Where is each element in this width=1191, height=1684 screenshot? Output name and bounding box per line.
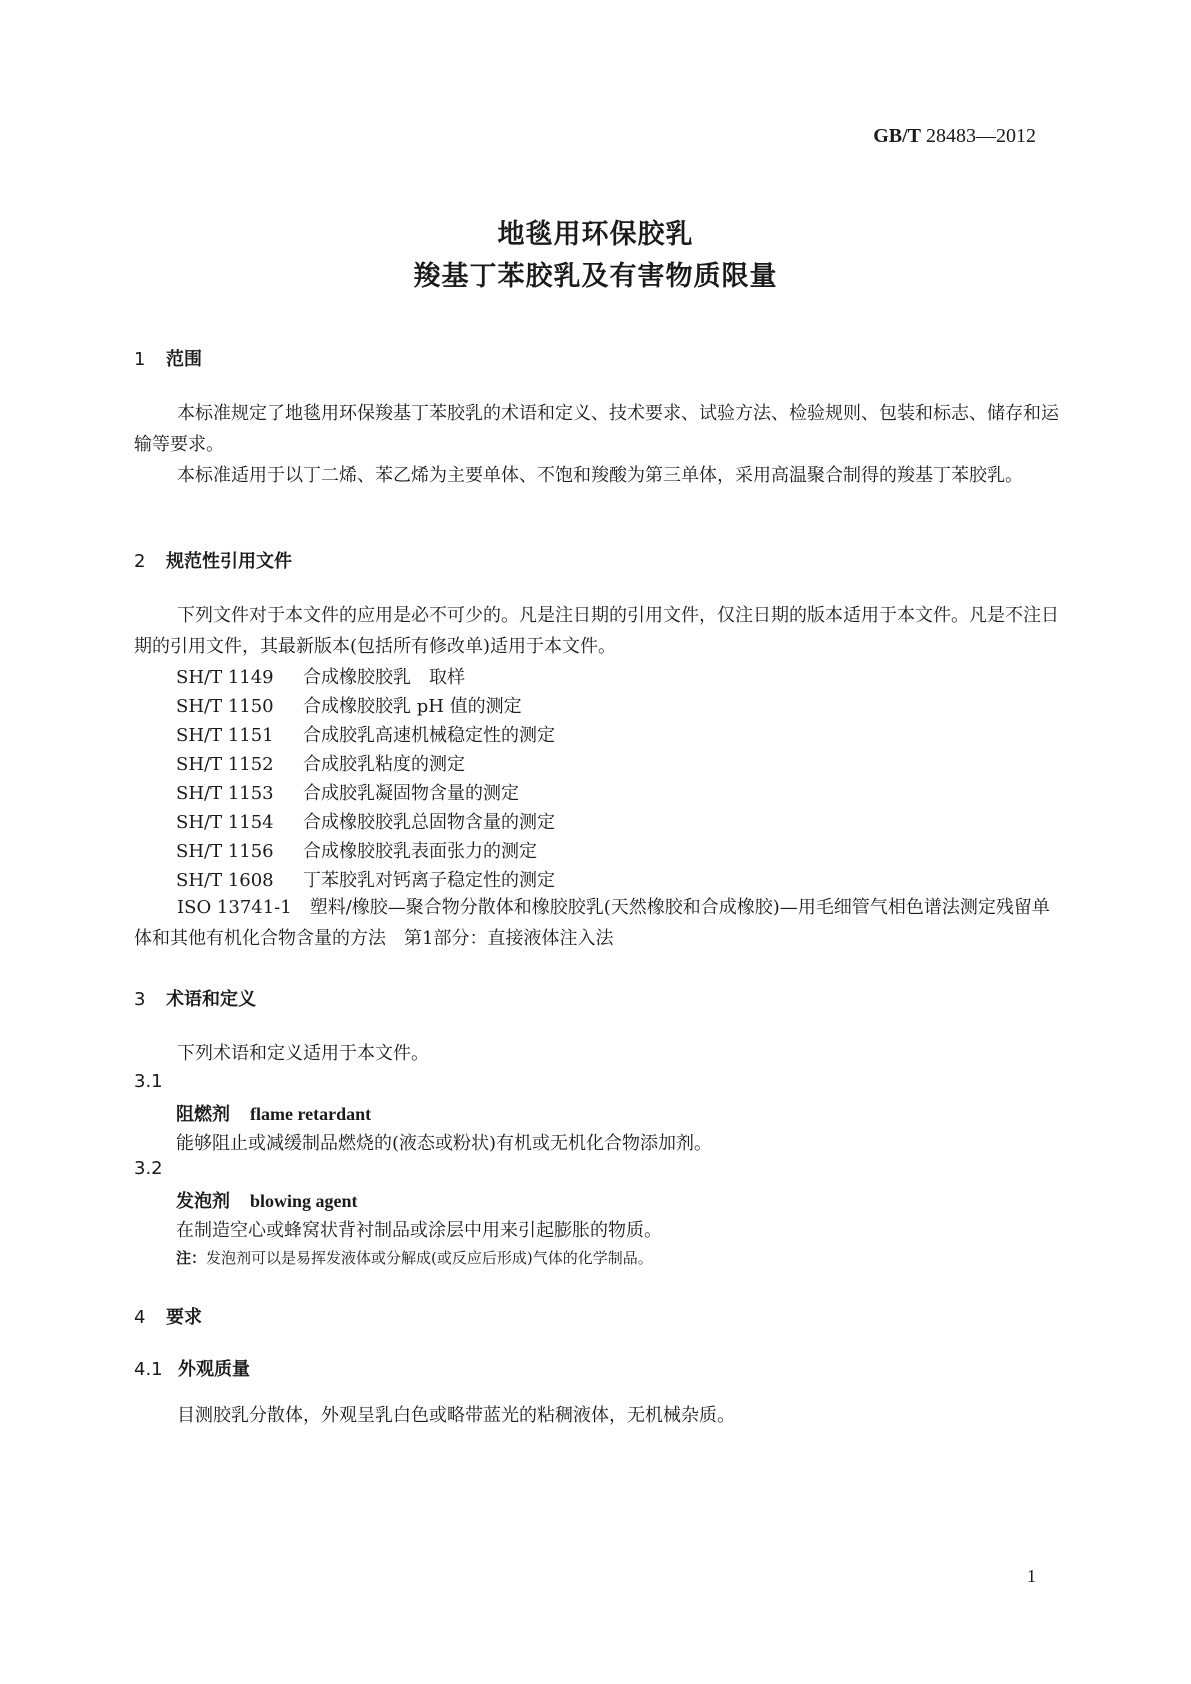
reference-title: 合成胶乳高速机械稳定性的测定 (303, 725, 555, 746)
reference-item (176, 721, 555, 747)
section-4-heading (134, 1303, 202, 1329)
section-title: 要求 (166, 1307, 202, 1328)
paragraph-text: 本标准适用于以丁二烯、苯乙烯为主要单体、不饱和羧酸为第三单体，采用高温聚合制得的羧基丁苯胶乳。 (177, 465, 1023, 486)
section-number: 4 (134, 1307, 146, 1328)
standard-number: 28483—2012 (926, 125, 1036, 147)
reference-item (176, 750, 465, 776)
reference-title: 合成橡胶胶乳总固物含量的测定 (303, 812, 555, 833)
term-definition: 能够阻止或减缓制品燃烧的(液态或粉状)有机或无机化合物添加剂。 (176, 1133, 713, 1154)
paragraph-text: 下列术语和定义适用于本文件。 (177, 1043, 429, 1064)
reference-title: 合成橡胶胶乳 pH 值的测定 (303, 696, 522, 717)
term-heading (176, 1100, 371, 1126)
subsection-title: 外观质量 (178, 1359, 250, 1380)
section-number: 3 (134, 989, 146, 1010)
note-text: 发泡剂可以是易挥发液体或分解成(或反应后形成)气体的化学制品。 (206, 1249, 653, 1267)
term-zh: 阻燃剂 (176, 1104, 230, 1125)
term-zh: 发泡剂 (176, 1191, 230, 1212)
section-2-intro (134, 600, 1059, 662)
note-label: 注： (176, 1249, 207, 1267)
section-title: 规范性引用文件 (166, 551, 292, 572)
term-number: 3.2 (134, 1158, 163, 1179)
reference-code: SH/T 1152 (176, 754, 274, 775)
reference-text: ISO 13741-1 塑料/橡胶—聚合物分散体和橡胶胶乳(天然橡胶和合成橡胶)—用毛细管气相色谱法测定残留单体和其他有机化合物含量的方法 第1部分：直接液体注入法 (134, 897, 1050, 949)
reference-item (176, 837, 537, 863)
paragraph-text: 本标准规定了地毯用环保羧基丁苯胶乳的术语和定义、技术要求、试验方法、检验规则、包装和标志、储存和运输等要求。 (134, 403, 1059, 455)
reference-item (176, 663, 465, 689)
section-number: 1 (134, 349, 146, 370)
section-title: 范围 (166, 349, 202, 370)
section-1-para-1 (134, 398, 1059, 460)
term-number: 3.1 (134, 1071, 163, 1092)
title-line-2: 羧基丁苯胶乳及有害物质限量 (413, 261, 778, 292)
note (176, 1247, 653, 1268)
section-2-heading (134, 547, 292, 573)
reference-title: 合成橡胶胶乳表面张力的测定 (303, 841, 537, 862)
section-1-para-2 (134, 460, 1059, 491)
term-heading (176, 1187, 358, 1213)
section-3-heading (134, 985, 256, 1011)
title-line-1: 地毯用环保胶乳 (497, 219, 694, 250)
term-definition: 在制造空心或蜂窝状背衬制品或涂层中用来引起膨胀的物质。 (176, 1220, 662, 1241)
reference-code: SH/T 1150 (176, 696, 274, 717)
section-title: 术语和定义 (166, 989, 256, 1010)
reference-code: SH/T 1154 (176, 812, 274, 833)
reference-item (176, 779, 519, 805)
reference-code: SH/T 1156 (176, 841, 274, 862)
section-1-heading (134, 345, 202, 371)
term-en: flame retardant (250, 1104, 372, 1124)
paragraph-text: 下列文件对于本文件的应用是必不可少的。凡是注日期的引用文件，仅注日期的版本适用于本文件。凡是不注日期的引用文件，其最新版本(包括所有修改单)适用于本文件。 (134, 605, 1059, 657)
term-en: blowing agent (250, 1191, 358, 1211)
reference-title: 丁苯胶乳对钙离子稳定性的测定 (303, 870, 555, 891)
section-number: 2 (134, 551, 146, 572)
reference-code: SH/T 1151 (176, 725, 274, 746)
reference-code: SH/T 1153 (176, 783, 274, 804)
reference-item-iso (134, 892, 1059, 954)
reference-title: 合成胶乳凝固物含量的测定 (303, 783, 519, 804)
subsection-4-1-heading (134, 1355, 250, 1381)
reference-item (176, 808, 555, 834)
reference-item (176, 692, 522, 718)
subsection-number: 4.1 (134, 1359, 163, 1380)
page-number: 1 (1027, 1566, 1036, 1586)
reference-title: 合成橡胶胶乳 取样 (303, 667, 465, 688)
reference-title: 合成胶乳粘度的测定 (303, 754, 465, 775)
paragraph-text: 目测胶乳分散体，外观呈乳白色或略带蓝光的粘稠液体，无机械杂质。 (177, 1405, 735, 1426)
reference-code: SH/T 1149 (176, 667, 274, 688)
section-4-1-para (134, 1400, 1059, 1431)
reference-code: SH/T 1608 (176, 870, 274, 891)
reference-item (176, 866, 555, 892)
standard-code (873, 125, 1036, 148)
standard-prefix: GB/T (873, 125, 921, 147)
section-3-intro (134, 1038, 1059, 1069)
